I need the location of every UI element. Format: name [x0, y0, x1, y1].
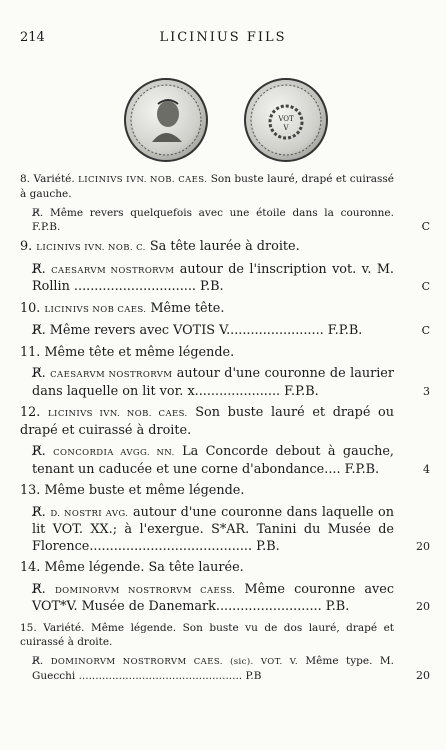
catalogue-entry	[20, 206, 430, 234]
entry-legend: D. NOSTRI AVG.	[50, 508, 129, 519]
catalogue-entry	[20, 444, 430, 478]
entry-legend: LICINIVS NOB CAES.	[44, 304, 147, 315]
entry-legend: CONCORDIA AVGG. NN.	[53, 448, 175, 458]
entry-rarity: C	[421, 220, 430, 233]
reverse-inscription-top: VOT	[278, 115, 294, 123]
entry-description: Même légende. Sa tête laurée.	[44, 560, 244, 575]
catalogue-entry	[20, 323, 430, 340]
entry-number: R̸.	[32, 581, 46, 597]
entry-number: 14.	[20, 560, 41, 575]
entry-legend: DOMINORVM NOSTRORVM CAESS.	[54, 585, 236, 596]
catalogue-entry	[20, 582, 430, 616]
catalogue-entry	[20, 239, 430, 257]
entry-description: autour d'une couronne dans laquelle on lit VOT. XX.; à l'exergue. S*AR. Tanini du Musée de Florence........................................ P.B.	[32, 504, 394, 554]
entry-description: Même légende. Son buste vu de dos lauré, drapé et cuirassé à droite.	[20, 621, 395, 648]
entry-description: Même revers quelquefois avec une étoile dans la couronne. F.P.B.	[32, 207, 394, 233]
page-number: 214	[20, 30, 45, 45]
catalogue-entry	[20, 172, 430, 201]
entry-rarity: C	[421, 280, 430, 293]
entry-rarity: 20	[416, 600, 430, 613]
entry-description: Même tête et même légende.	[44, 344, 235, 360]
entry-number: R̸.	[32, 504, 46, 520]
entry-number: 15.	[20, 621, 37, 634]
catalogue-entry	[20, 262, 430, 296]
entry-number: R̸.	[32, 444, 46, 459]
catalogue-entry	[20, 505, 430, 556]
entry-legend: DOMINORVM NOSTRORVM CAES. (sic). VOT. V.	[50, 656, 298, 667]
entry-rarity: 20	[416, 539, 430, 553]
reverse-inscription-bottom: V	[283, 124, 289, 132]
catalogue-entry	[20, 301, 430, 319]
entry-number: R̸.	[32, 207, 44, 219]
entry-number: R̸.	[32, 366, 46, 381]
entry-description: Même buste et même légende.	[44, 483, 245, 498]
entry-description: Son buste lauré et drapé ou drapé et cuirassé à droite.	[20, 405, 394, 438]
entry-description: Son buste lauré, drapé et cuirassé à gauche.	[20, 173, 395, 200]
entry-legend: LICINIVS IVN. NOB. C.	[36, 243, 146, 253]
entry-rarity: 4	[423, 462, 430, 476]
entry-description: autour de l'inscription vot. v. M. Rollin .............................. P.B.	[32, 261, 394, 294]
entry-description: La Concorde debout à gauche, tenant un caducée et une corne d'abondance.... F.P.B.	[32, 444, 394, 477]
catalogue-entry	[20, 483, 430, 500]
entry-description: Même type. M. Guecchi ................................................. P.B	[32, 654, 394, 682]
entry-description: Même revers avec VOTIS V........................ F.P.B.	[49, 323, 363, 338]
entry-number: 11.	[20, 344, 41, 360]
coin-reverse-wreath-icon	[244, 78, 328, 162]
entry-description: autour d'une couronne de laurier dans laquelle on lit vor. x..................... F.P.B.	[32, 366, 394, 399]
entry-legend: LICINIVS IVN. NOB. CAES.	[48, 409, 188, 419]
coin-obverse-bust-icon	[124, 78, 208, 162]
entry-number: 13.	[20, 483, 41, 498]
entry-lead: Variété.	[43, 621, 85, 634]
catalogue-entry	[20, 366, 430, 400]
entry-rarity: 3	[423, 384, 430, 398]
entry-lead: Variété.	[33, 173, 75, 185]
catalogue-entry	[20, 560, 430, 577]
entry-number: R̸.	[32, 323, 46, 338]
entry-legend: CAESARVM NOSTRORVM	[51, 265, 175, 276]
entry-number: 8.	[20, 173, 31, 185]
entry-number: 12.	[20, 405, 41, 420]
catalogue-entry	[20, 405, 430, 439]
entry-description: Même couronne avec VOT*V. Musée de Danemark.......................... P.B.	[32, 581, 394, 614]
catalogue-entry	[20, 621, 430, 649]
entry-description: Sa tête laurée à droite.	[145, 239, 300, 254]
entry-number: 9.	[20, 239, 33, 254]
running-title: LICINIUS FILS	[159, 30, 287, 45]
catalogue-entries	[20, 172, 430, 688]
entry-number: R̸.	[32, 654, 44, 667]
entry-number: 10.	[20, 300, 41, 316]
catalogue-entry	[20, 345, 430, 362]
entry-rarity: 20	[416, 668, 430, 682]
entry-legend: CAESARVM NOSTRORVM	[50, 370, 173, 380]
entry-legend: LICINIVS IVN. NOB. CAES.	[78, 175, 208, 185]
catalogue-entry	[20, 654, 430, 683]
entry-rarity: C	[421, 324, 430, 337]
entry-description: Même tête.	[146, 300, 225, 316]
entry-number: R̸.	[32, 261, 46, 277]
